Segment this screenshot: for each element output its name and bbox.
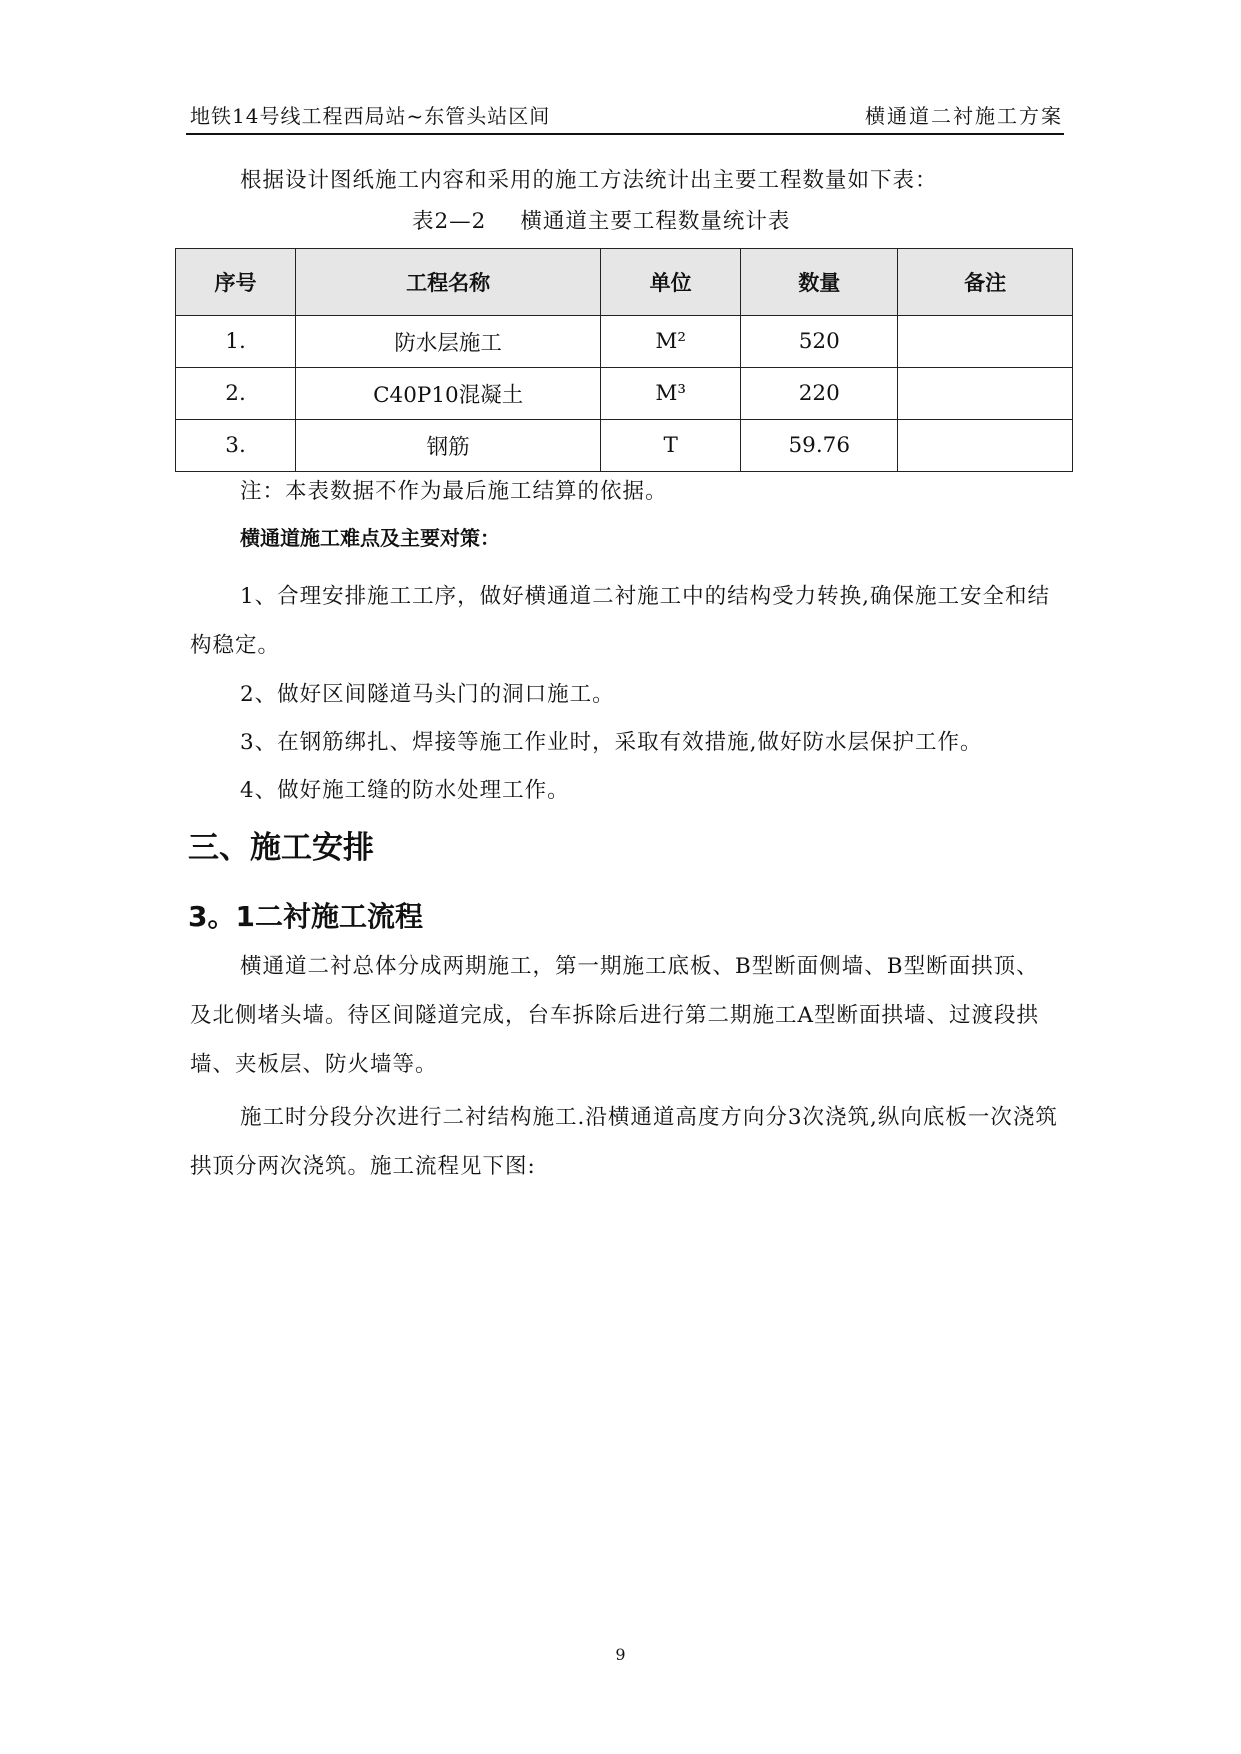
table-caption-number: 表2—2 xyxy=(412,209,487,234)
cell-unit: M² xyxy=(601,316,741,368)
table-caption xyxy=(412,204,790,235)
header-cell-quantity: 数量 xyxy=(741,249,898,316)
cell-name: 钢筋 xyxy=(296,420,601,472)
table-row xyxy=(176,368,1073,420)
difficulties-heading: 横通道施工难点及主要对策： xyxy=(240,526,500,550)
header-cell-index: 序号 xyxy=(176,249,296,316)
header-cell-remark: 备注 xyxy=(898,249,1073,316)
body-paragraph: 施工时分段分次进行二衬结构施工.沿横通道高度方向分3次浇筑,纵向底板一次浇筑拱顶分两次浇筑。施工流程见下图: xyxy=(190,1105,1058,1179)
difficulty-item-1: 1、合理安排施工工序，做好横通道二衬施工中的结构受力转换,确保施工安全和结构稳定。 xyxy=(190,584,1051,658)
section-title: 三、施工安排 xyxy=(188,830,374,866)
cell-remark xyxy=(898,420,1073,472)
difficulty-item-4: 4、做好施工缝的防水处理工作。 xyxy=(240,778,570,803)
cell-quantity: 220 xyxy=(741,368,898,420)
table-row xyxy=(176,420,1073,472)
difficulty-item-2: 2、做好区间隧道马头门的洞口施工。 xyxy=(240,682,615,707)
header-cell-unit: 单位 xyxy=(601,249,741,316)
cell-quantity: 520 xyxy=(741,316,898,368)
cell-index: 3. xyxy=(176,420,296,472)
intro-sentence: 根据设计图纸施工内容和采用的施工方法统计出主要工程数量如下表： xyxy=(240,168,938,193)
body-paragraph: 横通道二衬总体分成两期施工，第一期施工底板、B型断面侧墙、B型断面拱顶、及北侧堵头墙。待区间隧道完成，台车拆除后进行第二期施工A型断面拱墙、过渡段拱墙、夹板层、防火墙等。 xyxy=(190,954,1040,1077)
cell-remark xyxy=(898,368,1073,420)
header-project-title: 地铁14号线工程西局站~东管头站区间 xyxy=(190,104,551,128)
table-row xyxy=(176,316,1073,368)
cell-unit: M³ xyxy=(601,368,741,420)
page-number: 9 xyxy=(615,1645,626,1664)
cell-quantity: 59.76 xyxy=(741,420,898,472)
quantity-table xyxy=(175,248,1073,472)
subsection-title: 3。1二衬施工流程 xyxy=(188,900,423,933)
cell-name: C40P10混凝土 xyxy=(296,368,601,420)
difficulty-item-3: 3、在钢筋绑扎、焊接等施工作业时，采取有效措施,做好防水层保护工作。 xyxy=(240,730,983,755)
cell-unit: T xyxy=(601,420,741,472)
cell-index: 1. xyxy=(176,316,296,368)
table-header-row xyxy=(176,249,1073,316)
header-cell-name: 工程名称 xyxy=(296,249,601,316)
cell-name: 防水层施工 xyxy=(296,316,601,368)
table-caption-title: 横通道主要工程数量统计表 xyxy=(520,209,791,234)
header-document-title: 横通道二衬施工方案 xyxy=(865,104,1063,128)
table-note: 注：本表数据不作为最后施工结算的依据。 xyxy=(240,479,668,504)
header-divider xyxy=(186,133,1064,135)
cell-remark xyxy=(898,316,1073,368)
cell-index: 2. xyxy=(176,368,296,420)
